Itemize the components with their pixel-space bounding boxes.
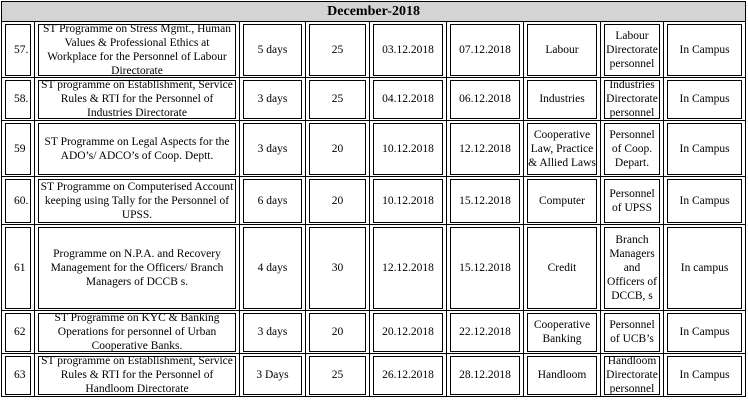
target-group: Personnel of UPSS [604,179,660,223]
programme-title: ST Programme on KYC & Banking Operations for personnel of Urban Cooperative Banks. [38,313,236,352]
schedule-document [1,1,747,417]
target-group: Personnel of Coop. Depart. [604,123,660,175]
participants-count: 20 [309,179,366,223]
duration: 3 days [243,313,302,352]
serial-number: 60. [5,179,31,223]
participants-cell [306,78,370,121]
subject-area: Industries [527,80,597,119]
duration: 5 days [243,24,302,76]
venue-cell [664,22,746,78]
venue: In Campus [667,80,742,119]
start-date: 20.12.2018 [373,313,443,352]
venue-cell [664,225,746,311]
target-group: Handloom Directorate personnel [604,356,660,395]
start-date-cell [370,22,447,78]
subject-area: Cooperative Banking [527,313,597,352]
end-date-cell [447,225,524,311]
programme-cell [35,177,240,225]
participants-count: 30 [309,227,366,309]
programme-title: ST Programme on Legal Aspects for the ADO’s/ ADCO’s of Coop. Deptt. [38,123,236,175]
end-date: 22.12.2018 [450,313,520,352]
serial-number-cell [2,22,35,78]
end-date-cell [447,177,524,225]
serial-number: 61 [5,227,31,309]
end-date: 12.12.2018 [450,123,520,175]
area-cell [524,354,601,397]
start-date: 03.12.2018 [373,24,443,76]
venue-cell [664,311,746,354]
start-date: 04.12.2018 [373,80,443,119]
programme-cell [35,22,240,78]
venue: In Campus [667,313,742,352]
programme-cell [35,121,240,177]
serial-number-cell [2,78,35,121]
table-row [2,177,746,225]
duration: 4 days [243,227,302,309]
end-date-cell [447,354,524,397]
table-row [2,22,746,78]
participants-cell [306,177,370,225]
programme-title: ST Programme on Computerised Account keeping using Tally for the Personnel of UPSS. [38,179,236,223]
month-title: December-2018 [2,2,746,22]
end-date: 07.12.2018 [450,24,520,76]
start-date: 26.12.2018 [373,356,443,395]
target-group-cell [601,311,664,354]
area-cell [524,311,601,354]
target-group: Personnel of UCB’s [604,313,660,352]
programme-cell [35,78,240,121]
start-date: 10.12.2018 [373,123,443,175]
duration: 3 days [243,123,302,175]
end-date-cell [447,22,524,78]
participants-cell [306,22,370,78]
target-group-cell [601,22,664,78]
programme-title: ST programme on Establishment, Service Rules & RTI for the Personnel of Industries Directorate [38,80,236,119]
start-date: 12.12.2018 [373,227,443,309]
table-row [2,78,746,121]
participants-count: 20 [309,313,366,352]
serial-number-cell [2,225,35,311]
serial-number-cell [2,311,35,354]
start-date-cell [370,225,447,311]
end-date-cell [447,311,524,354]
subject-area: Handloom [527,356,597,395]
participants-cell [306,225,370,311]
end-date: 28.12.2018 [450,356,520,395]
area-cell [524,78,601,121]
target-group-cell [601,121,664,177]
serial-number-cell [2,177,35,225]
table-row [2,121,746,177]
venue-cell [664,78,746,121]
subject-area: Computer [527,179,597,223]
programme-cell [35,311,240,354]
area-cell [524,121,601,177]
venue: In Campus [667,24,742,76]
programme-cell [35,354,240,397]
end-date: 15.12.2018 [450,227,520,309]
schedule-table [1,1,746,397]
participants-cell [306,121,370,177]
participants-count: 25 [309,80,366,119]
serial-number-cell [2,354,35,397]
end-date-cell [447,121,524,177]
venue: In Campus [667,123,742,175]
subject-area: Cooperative Law, Practice & Allied Laws [527,123,597,175]
serial-number: 57. [5,24,31,76]
target-group-cell [601,177,664,225]
serial-number: 62 [5,313,31,352]
serial-number: 63 [5,356,31,395]
programme-cell [35,225,240,311]
month-header-row [2,2,746,22]
duration-cell [240,177,306,225]
start-date-cell [370,177,447,225]
start-date-cell [370,354,447,397]
subject-area: Labour [527,24,597,76]
participants-cell [306,354,370,397]
subject-area: Credit [527,227,597,309]
target-group: Branch Managers and Officers of DCCB, s [604,227,660,309]
start-date: 10.12.2018 [373,179,443,223]
venue-cell [664,354,746,397]
participants-count: 25 [309,24,366,76]
programme-title: Programme on N.P.A. and Recovery Management for the Officers/ Branch Managers of DCCB s. [38,227,236,309]
table-row [2,225,746,311]
duration-cell [240,121,306,177]
venue-cell [664,177,746,225]
target-group-cell [601,354,664,397]
area-cell [524,225,601,311]
venue: In campus [667,227,742,309]
end-date: 06.12.2018 [450,80,520,119]
duration-cell [240,22,306,78]
area-cell [524,177,601,225]
start-date-cell [370,121,447,177]
duration: 6 days [243,179,302,223]
target-group: Labour Directorate personnel [604,24,660,76]
table-row [2,354,746,397]
serial-number: 59 [5,123,31,175]
target-group-cell [601,225,664,311]
programme-title: ST Programme on Stress Mgmt., Human Values & Professional Ethics at Workplace for the Personnel of Labour Directorate [38,24,236,76]
duration-cell [240,354,306,397]
duration: 3 Days [243,356,302,395]
start-date-cell [370,78,447,121]
venue-cell [664,121,746,177]
venue: In Campus [667,179,742,223]
participants-count: 20 [309,123,366,175]
duration-cell [240,78,306,121]
venue: In Campus [667,356,742,395]
area-cell [524,22,601,78]
target-group-cell [601,78,664,121]
programme-title: ST programme on Establishment, Service Rules & RTI for the Personnel of Handloom Directorate [38,356,236,395]
start-date-cell [370,311,447,354]
serial-number-cell [2,121,35,177]
end-date: 15.12.2018 [450,179,520,223]
end-date-cell [447,78,524,121]
duration-cell [240,311,306,354]
target-group: Industries Directorate personnel [604,80,660,119]
duration-cell [240,225,306,311]
participants-cell [306,311,370,354]
serial-number: 58. [5,80,31,119]
duration: 3 days [243,80,302,119]
table-row [2,311,746,354]
participants-count: 25 [309,356,366,395]
